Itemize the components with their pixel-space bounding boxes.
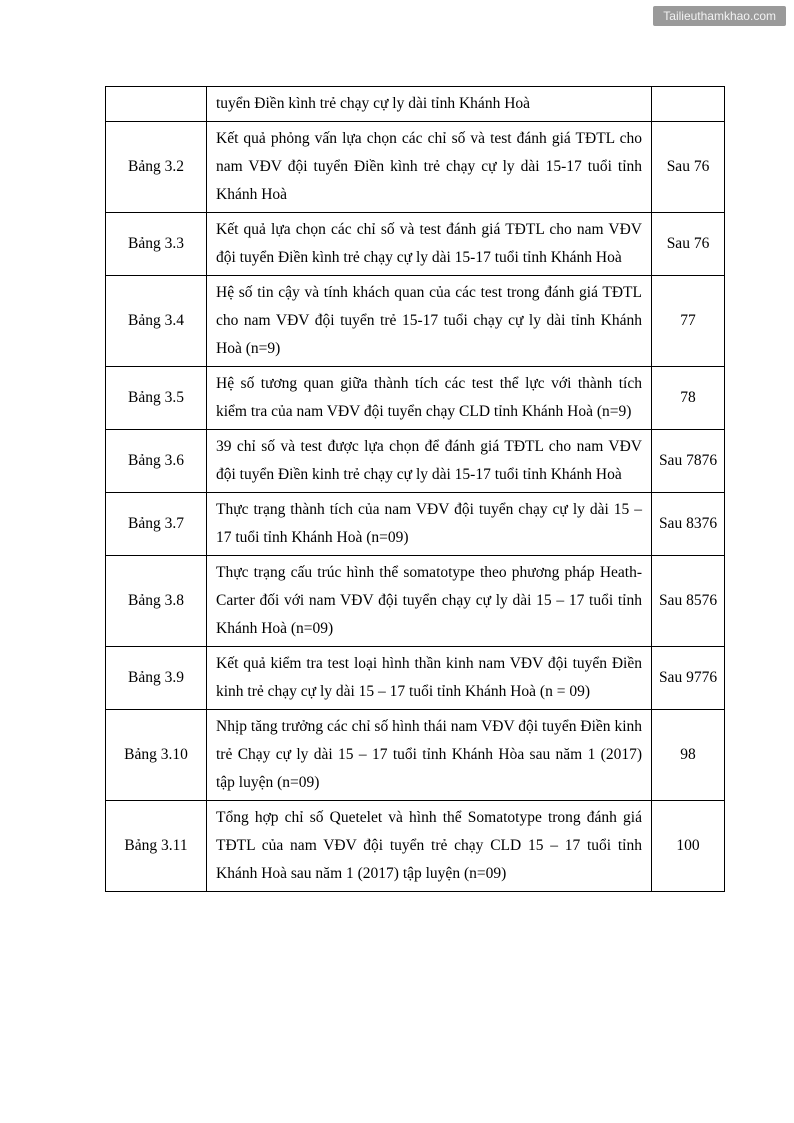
- table-row: [106, 87, 725, 122]
- page-number-cell: Sau 9776: [652, 647, 725, 710]
- list-of-tables: [105, 86, 725, 892]
- page-number-cell: [652, 87, 725, 122]
- page-number-cell: 77: [652, 276, 725, 367]
- table-description-cell: 39 chỉ số và test được lựa chọn để đánh giá TĐTL cho nam VĐV đội tuyển Điền kinh trẻ chạy cự ly dài 15-17 tuổi tỉnh Khánh Hoà: [207, 430, 652, 493]
- table-number-cell: [106, 87, 207, 122]
- table-description-cell: Hệ số tương quan giữa thành tích các test thể lực với thành tích kiểm tra của nam VĐV đội tuyển chạy CLD tỉnh Khánh Hoà (n=9): [207, 367, 652, 430]
- table-number-cell: Bảng 3.9: [106, 647, 207, 710]
- page-number-cell: Sau 8376: [652, 493, 725, 556]
- table-number-cell: Bảng 3.3: [106, 213, 207, 276]
- table-row: [106, 213, 725, 276]
- table-number-cell: Bảng 3.8: [106, 556, 207, 647]
- page-number-cell: Sau 7876: [652, 430, 725, 493]
- table-number-cell: Bảng 3.2: [106, 122, 207, 213]
- table-description-cell: Tổng hợp chỉ số Quetelet và hình thể Somatotype trong đánh giá TĐTL của nam VĐV đội tuyển trẻ chạy CLD 15 – 17 tuổi tỉnh Khánh Hoà sau năm 1 (2017) tập luyện (n=09): [207, 801, 652, 892]
- table-description-cell: Kết quả lựa chọn các chỉ số và test đánh giá TĐTL cho nam VĐV đội tuyển Điền kình trẻ chạy cự ly dài 15-17 tuổi tỉnh Khánh Hoà: [207, 213, 652, 276]
- table-number-cell: Bảng 3.4: [106, 276, 207, 367]
- table-description-cell: Thực trạng thành tích của nam VĐV đội tuyển chạy cự ly dài 15 – 17 tuổi tỉnh Khánh Hoà (n=09): [207, 493, 652, 556]
- table-row: [106, 710, 725, 801]
- table-description-cell: Thực trạng cấu trúc hình thể somatotype theo phương pháp Heath-Carter đối với nam VĐV đội tuyển chạy cự ly dài 15 – 17 tuổi tỉnh Khánh Hoà (n=09): [207, 556, 652, 647]
- table-number-cell: Bảng 3.7: [106, 493, 207, 556]
- table-number-cell: Bảng 3.11: [106, 801, 207, 892]
- table-number-cell: Bảng 3.10: [106, 710, 207, 801]
- table-description-cell: Kết quả kiểm tra test loại hình thần kinh nam VĐV đội tuyển Điền kinh trẻ chạy cự ly dài 15 – 17 tuổi tỉnh Khánh Hoà (n = 09): [207, 647, 652, 710]
- table-number-cell: Bảng 3.6: [106, 430, 207, 493]
- page-number-cell: Sau 8576: [652, 556, 725, 647]
- table-description-cell: Hệ số tin cậy và tính khách quan của các test trong đánh giá TĐTL cho nam VĐV đội tuyển trẻ 15-17 tuổi chạy cự ly dài tỉnh Khánh Hoà (n=9): [207, 276, 652, 367]
- page-number-cell: Sau 76: [652, 213, 725, 276]
- page-number-cell: 100: [652, 801, 725, 892]
- table-description-cell: tuyển Điền kình trẻ chạy cự ly dài tỉnh Khánh Hoà: [207, 87, 652, 122]
- table-row: [106, 276, 725, 367]
- table-description-cell: Kết quả phỏng vấn lựa chọn các chỉ số và test đánh giá TĐTL cho nam VĐV đội tuyển Điền kình trẻ chạy cự ly dài 15-17 tuổi tỉnh Khánh Hoà: [207, 122, 652, 213]
- page-number-cell: Sau 76: [652, 122, 725, 213]
- table-number-cell: Bảng 3.5: [106, 367, 207, 430]
- page-number-cell: 78: [652, 367, 725, 430]
- table-description-cell: Nhịp tăng trưởng các chỉ số hình thái nam VĐV đội tuyển Điền kinh trẻ Chạy cự ly dài 15 – 17 tuổi tỉnh Khánh Hòa sau năm 1 (2017) tập luyện (n=09): [207, 710, 652, 801]
- table-row: [106, 647, 725, 710]
- page-number-cell: 98: [652, 710, 725, 801]
- table-row: [106, 556, 725, 647]
- table-row: [106, 367, 725, 430]
- table-row: [106, 801, 725, 892]
- list-of-tables-body: [106, 87, 725, 892]
- table-row: [106, 493, 725, 556]
- watermark-badge: Tailieuthamkhao.com: [653, 6, 786, 26]
- table-row: [106, 122, 725, 213]
- table-row: [106, 430, 725, 493]
